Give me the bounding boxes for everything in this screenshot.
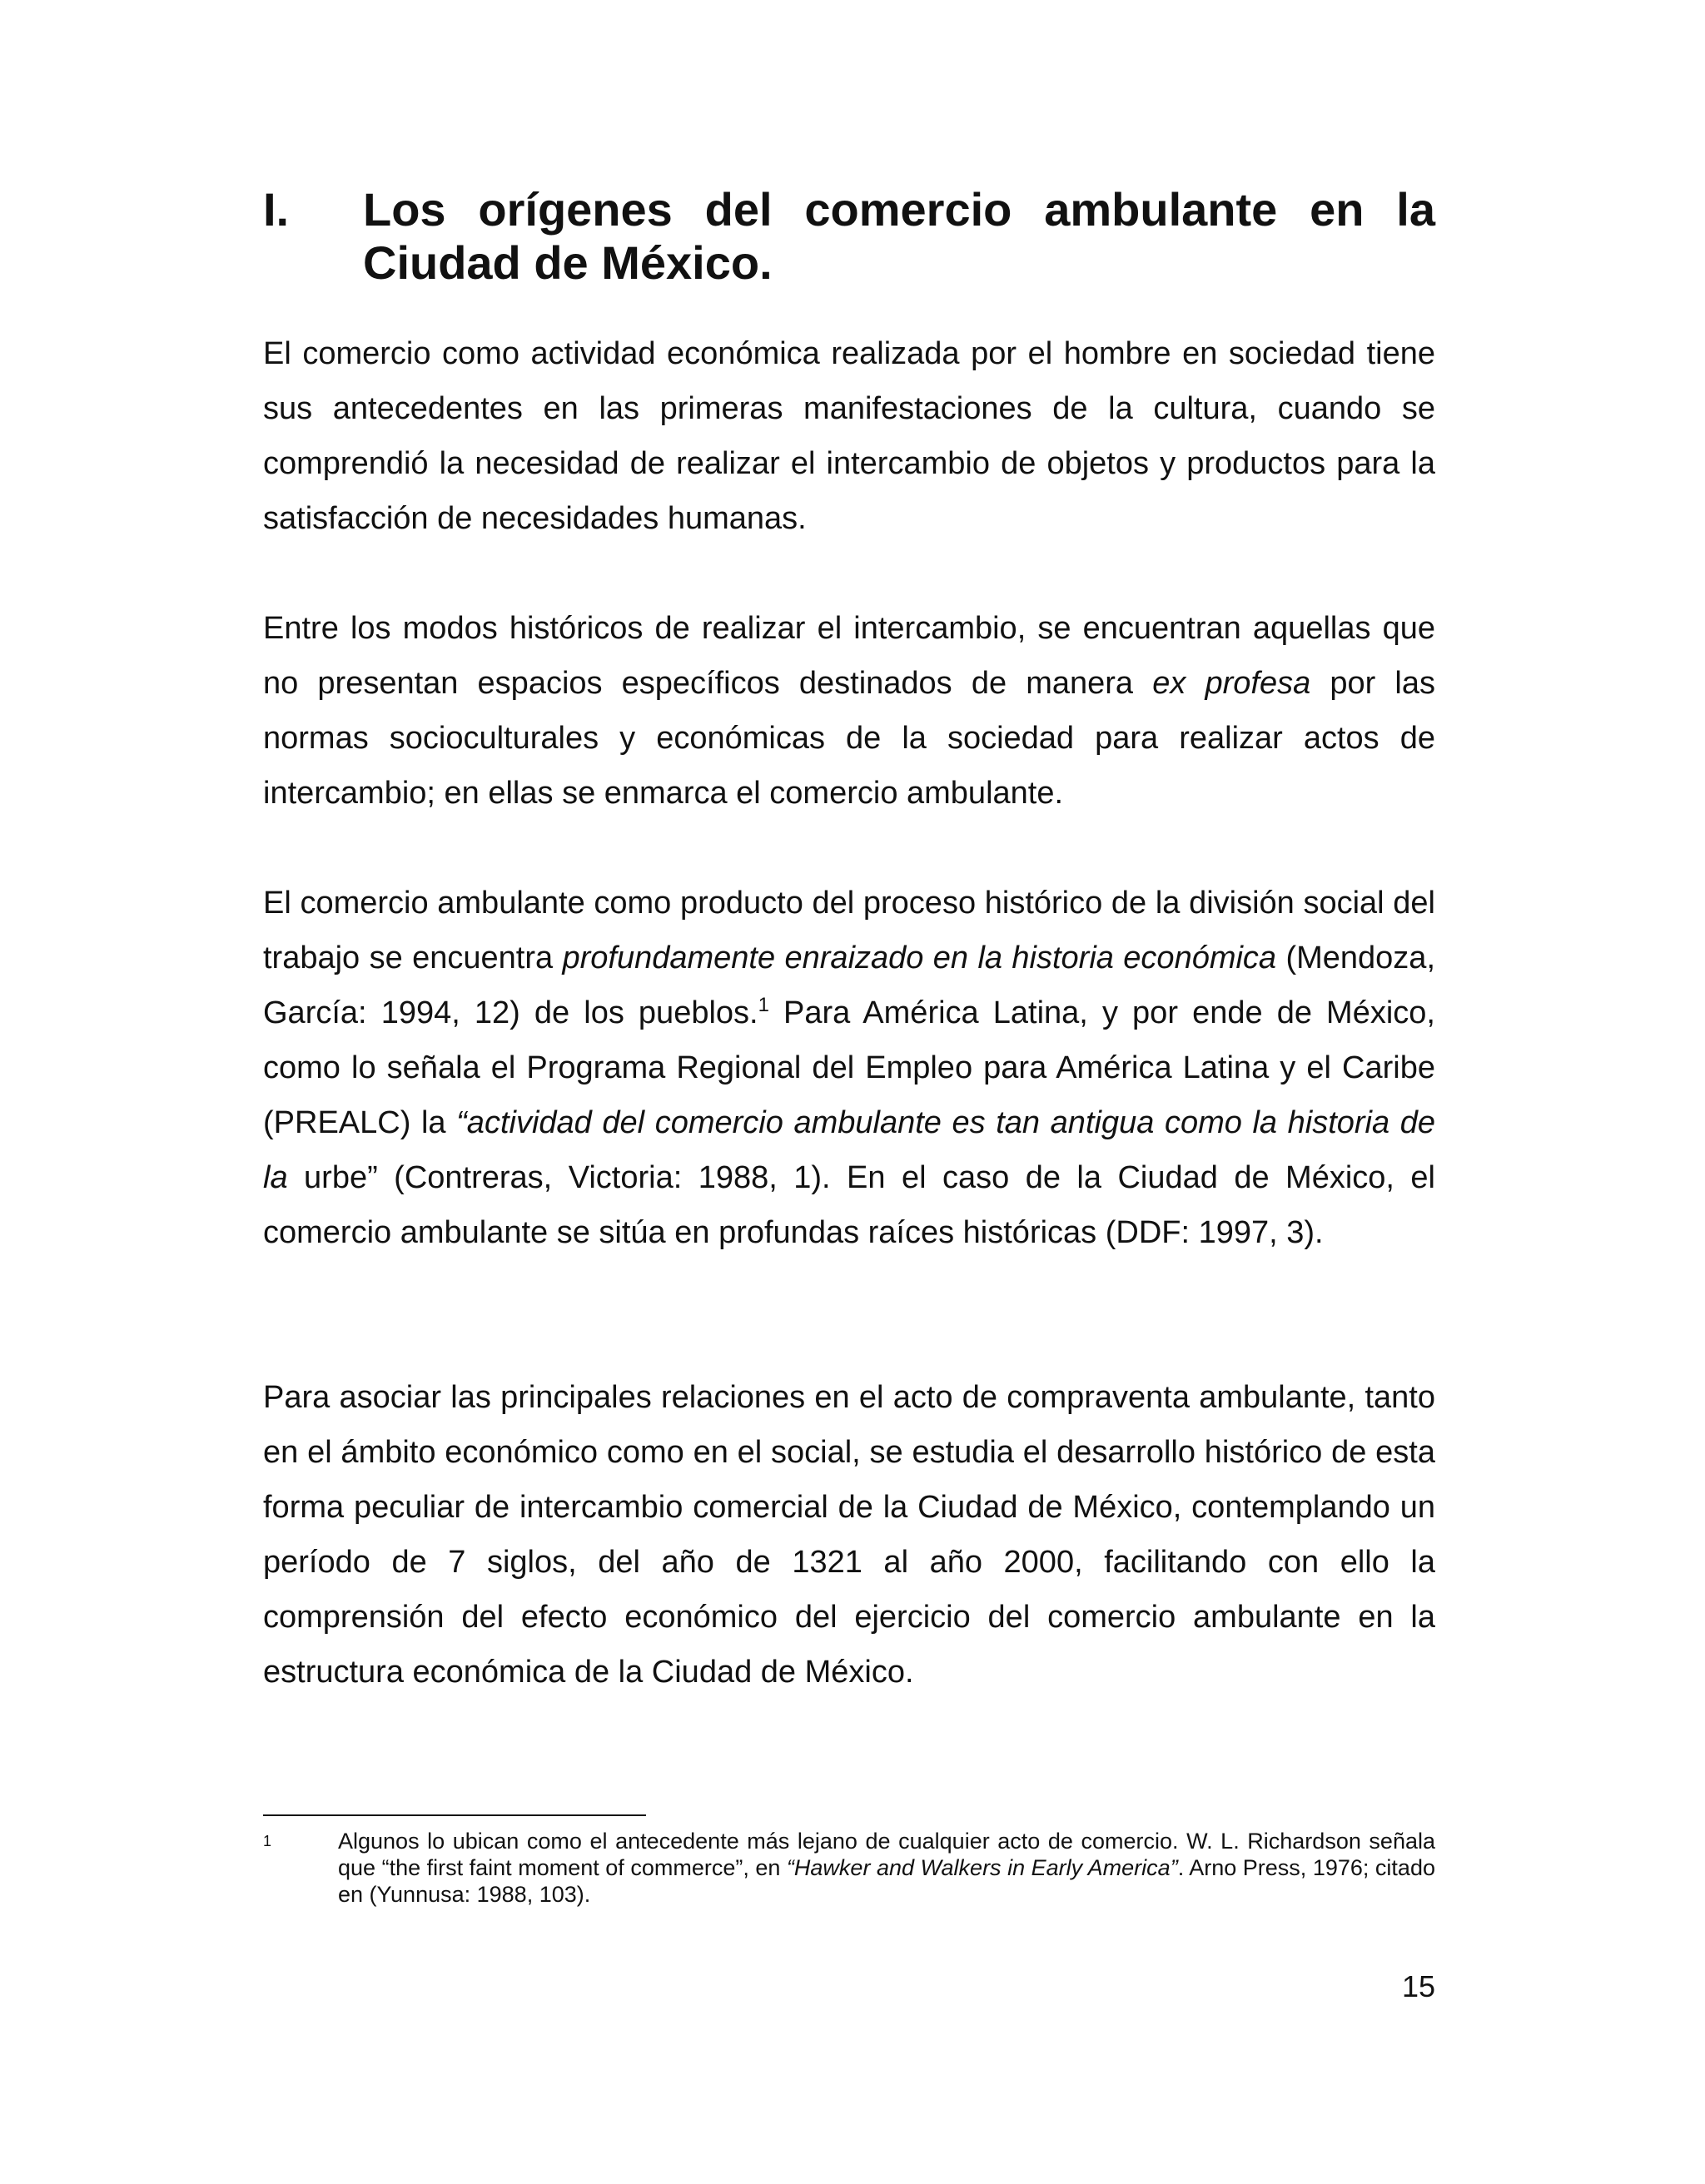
paragraph-3-text-b: (Mendoza, García: 1994, 12) de los pueblos. bbox=[263, 941, 1435, 1030]
footnote-divider bbox=[263, 1814, 646, 1816]
footnote-reference[interactable]: 1 bbox=[758, 994, 769, 1016]
paragraph-2-text-b: por las normas socioculturales y económicas de la sociedad para realizar actos de intercambio; en ellas se enmarca el comercio ambulante. bbox=[263, 666, 1435, 811]
chapter-title: Los orígenes del comercio ambulante en la Ciudad de México. bbox=[363, 183, 1435, 289]
footnote-number: 1 bbox=[263, 1833, 272, 1849]
paragraph-4: Para asociar las principales relaciones en el acto de compraventa ambulante, tanto en el ámbito económico como en el social, se estudia el desarrollo histórico de esta forma peculiar de intercambio comercial de la Ciudad de México, contemplando un período de 7 siglos, del año de 1321 al año 2000, facilitando con ello la comprensión del efecto económico del ejercicio del comercio ambulante en la estructura económica de la Ciudad de México. bbox=[263, 1380, 1435, 1690]
paragraph-2-italic: ex profesa bbox=[1152, 666, 1311, 701]
paragraph-3-text-c: Para América Latina, y por ende de México, como lo señala el Programa Regional del Empleo para América Latina y el Caribe (PREALC) la bbox=[263, 995, 1435, 1140]
page-number: 15 bbox=[1401, 1969, 1435, 2003]
footnote-text bbox=[338, 1828, 1435, 1908]
paragraph-3-text-a: El comercio ambulante como producto del proceso histórico de la división social del trabajo se encuentra bbox=[263, 886, 1435, 975]
footnote bbox=[263, 1828, 1435, 1908]
paragraph-3 bbox=[263, 876, 1435, 1260]
chapter-heading bbox=[263, 183, 1435, 290]
paragraph-3-italic-1: profundamente enraizado en la historia económica bbox=[562, 941, 1277, 975]
paragraph-2-text-a: Entre los modos históricos de realizar el intercambio, se encuentran aquellas que no presentan espacios específicos destinados de manera bbox=[263, 611, 1435, 701]
paragraph-2 bbox=[263, 601, 1435, 821]
paragraph-3-italic-2: “actividad del comercio ambulante es tan antigua como la historia de la bbox=[263, 1105, 1436, 1195]
footnote-italic: “Hawker and Walkers in Early America” bbox=[786, 1855, 1178, 1880]
footnote-text-b: . Arno Press, 1976; citado en (Yunnusa: 1988, 103). bbox=[338, 1855, 1435, 1907]
paragraph-3-text-d: urbe” (Contreras, Victoria: 1988, 1). En el caso de la Ciudad de México, el comercio ambulante se sitúa en profundas raíces históricas (DDF: 1997, 3). bbox=[263, 1160, 1435, 1250]
paragraph-1: El comercio como actividad económica realizada por el hombre en sociedad tiene sus antecedentes en las primeras manifestaciones de la cultura, cuando se comprendió la necesidad de realizar el intercambio de objetos y productos para la satisfacción de necesidades humanas. bbox=[263, 336, 1435, 536]
footnote-text-a: Algunos lo ubican como el antecedente más lejano de cualquier acto de comercio. W. L. Richardson señala que “the first faint moment of commerce”, en bbox=[338, 1829, 1435, 1880]
chapter-number: I. bbox=[263, 183, 290, 236]
